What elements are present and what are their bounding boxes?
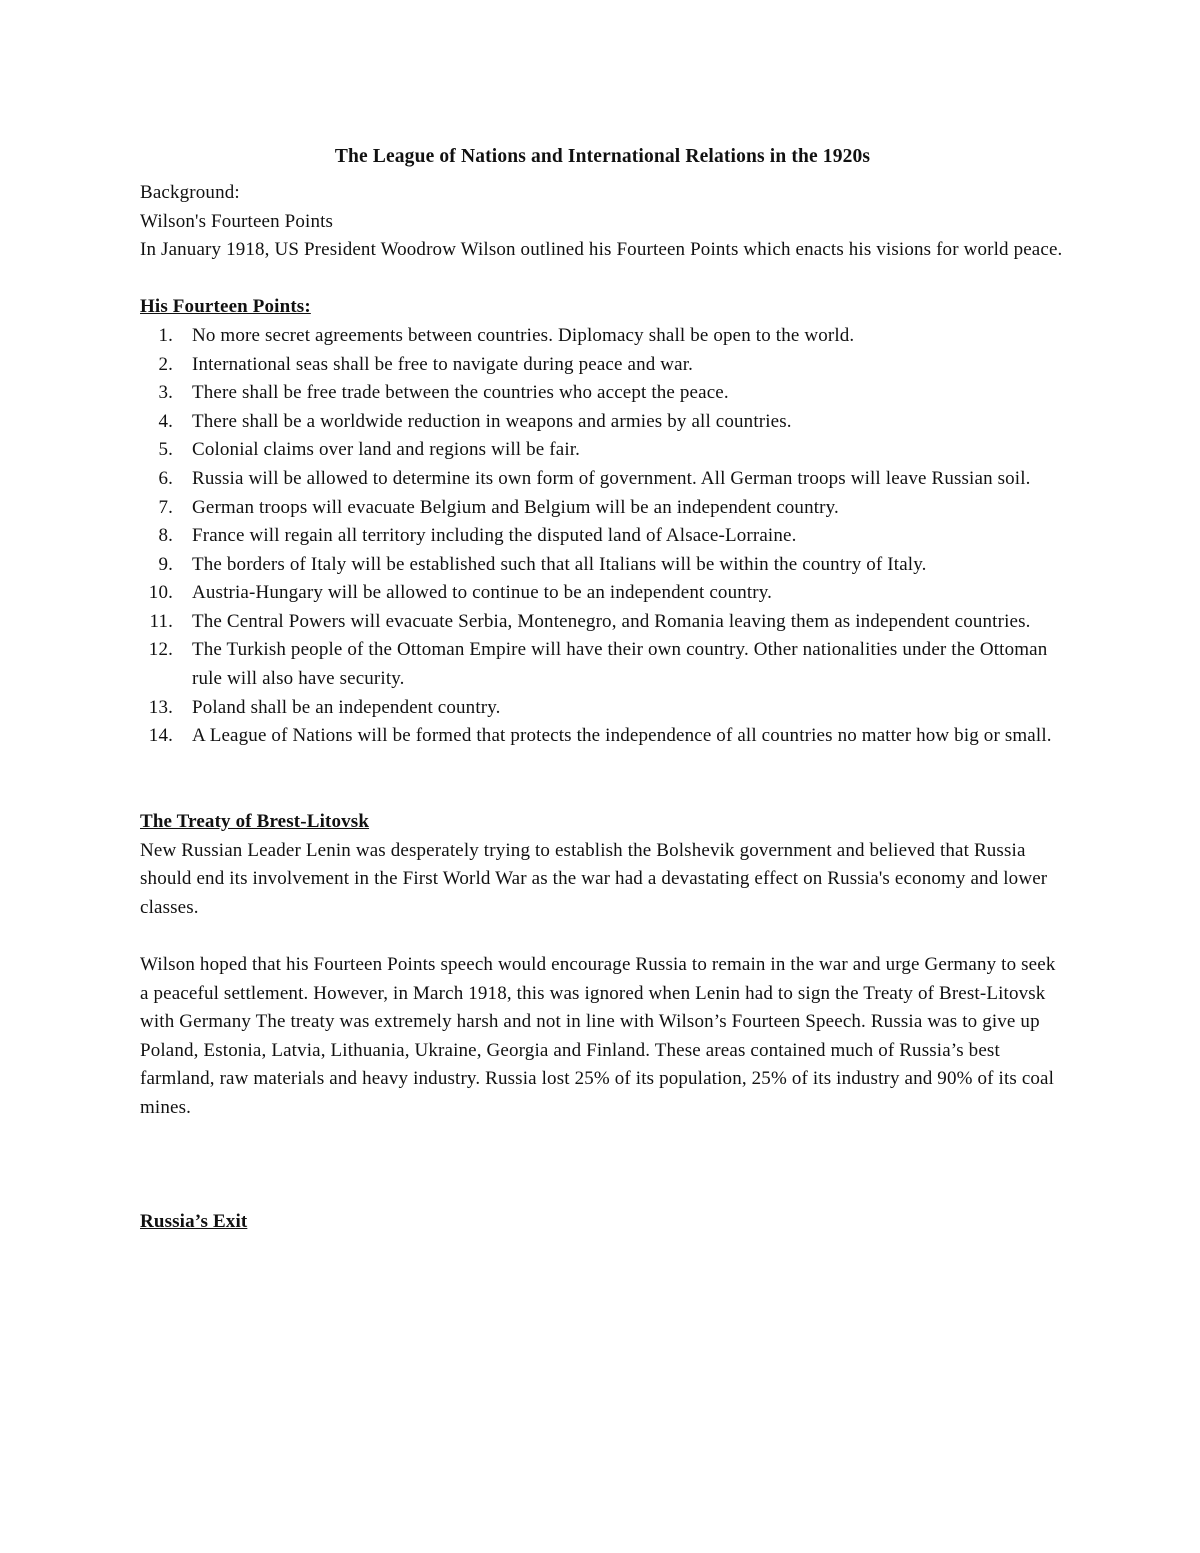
document-title: The League of Nations and International Relations in the 1920s xyxy=(334,146,871,167)
list-number: 9. xyxy=(158,553,173,575)
list-number: 5. xyxy=(158,439,173,461)
intro-paragraph: In January 1918, US President Woodrow Wilson outlined his Fourteen Points which enacts his visions for world peace. xyxy=(140,239,1063,261)
list-item xyxy=(140,436,1065,465)
list-text: There shall be a worldwide reduction in weapons and armies by all countries. xyxy=(192,410,792,432)
points-heading: His Fourteen Points: xyxy=(140,296,311,318)
list-item xyxy=(140,351,1065,380)
background-label: Background: xyxy=(140,181,240,203)
list-item xyxy=(140,722,1065,751)
list-text: International seas shall be free to navigate during peace and war. xyxy=(192,353,694,375)
list-item xyxy=(140,636,1065,693)
list-item xyxy=(140,522,1065,551)
list-text: Colonial claims over land and regions will be fair. xyxy=(192,439,581,461)
list-item xyxy=(140,579,1065,608)
list-item xyxy=(140,608,1065,637)
list-text: No more secret agreements between countries. Diplomacy shall be open to the world. xyxy=(192,324,855,346)
list-number: 7. xyxy=(158,496,173,518)
list-number: 12. xyxy=(148,639,173,661)
list-text: Russia will be allowed to determine its own form of government. All German troops will leave Russian soil. xyxy=(192,467,1031,489)
list-number: 10. xyxy=(148,582,173,604)
list-number: 11. xyxy=(149,610,173,632)
subtitle: Wilson's Fourteen Points xyxy=(140,210,334,232)
list-text: The borders of Italy will be established such that all Italians will be within the country of Italy. xyxy=(192,553,927,575)
list-number: 6. xyxy=(158,467,173,489)
list-item xyxy=(140,551,1065,580)
list-text: The Central Powers will evacuate Serbia, Montenegro, and Romania leaving them as independent countries. xyxy=(192,610,1031,632)
brest-paragraph-2: Wilson hoped that his Fourteen Points speech would encourage Russia to remain in the war and urge Germany to seek a peaceful settlement. However, in March 1918, this was ignored when Lenin had to sign the Treaty of Brest-Litovsk with Germany The treaty was extremely harsh and not in line with Wilson’s Fourteen Speech. Russia was to give up Poland, Estonia, Latvia, Lithuania, Ukraine, Georgia and Finland. These areas contained much of Russia’s best farmland, raw materials and heavy industry. Russia lost 25% of its population, 25% of its industry and 90% of its coal mines. xyxy=(140,954,1056,1118)
list-item xyxy=(140,694,1065,723)
list-text: German troops will evacuate Belgium and Belgium will be an independent country. xyxy=(192,496,839,518)
list-text: A League of Nations will be formed that protects the independence of all countries no matter how big or small. xyxy=(192,725,1052,747)
list-item xyxy=(140,494,1065,523)
list-text: Austria-Hungary will be allowed to continue to be an independent country. xyxy=(192,582,773,604)
list-text: France will regain all territory including the disputed land of Alsace-Lorraine. xyxy=(192,525,797,547)
fourteen-points-list xyxy=(140,322,1065,751)
brest-litovsk-heading: The Treaty of Brest-Litovsk xyxy=(140,811,370,833)
list-text: There shall be free trade between the countries who accept the peace. xyxy=(192,382,729,404)
list-item xyxy=(140,379,1065,408)
list-number: 8. xyxy=(158,525,173,547)
russias-exit-heading: Russia’s Exit xyxy=(140,1211,248,1233)
brest-paragraph-1: New Russian Leader Lenin was desperately trying to establish the Bolshevik government and believed that Russia should end its involvement in the First World War as the war had a devastating effect on Russia's economy and lower classes. xyxy=(140,839,1048,918)
list-number: 14. xyxy=(148,725,173,747)
list-text: The Turkish people of the Ottoman Empire will have their own country. Other nationalities under the Ottoman rule will also have security. xyxy=(192,639,1048,690)
list-item xyxy=(140,465,1065,494)
list-text: Poland shall be an independent country. xyxy=(192,696,501,718)
list-number: 2. xyxy=(158,353,173,375)
list-number: 13. xyxy=(148,696,173,718)
list-item xyxy=(140,322,1065,351)
document-page xyxy=(140,143,1065,1237)
list-number: 4. xyxy=(158,410,173,432)
list-number: 1. xyxy=(158,324,173,346)
list-item xyxy=(140,408,1065,437)
list-number: 3. xyxy=(158,382,173,404)
